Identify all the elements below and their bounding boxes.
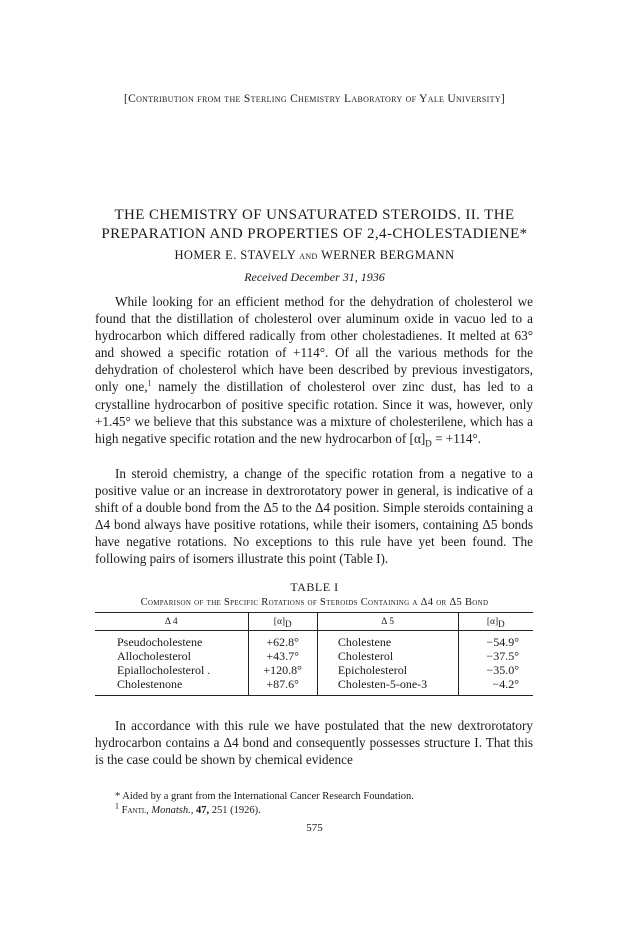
paragraph-1-part-c: = +114°. <box>431 430 482 446</box>
title-line-2: PREPARATION AND PROPERTIES OF 2,4-CHOLESTADIENE* <box>101 226 528 242</box>
cell-delta5-rotation: −4.2° <box>458 677 533 696</box>
header-rotation-5-sub: D <box>498 618 505 629</box>
author-first: HOMER E. STAVELY <box>174 248 296 262</box>
header-rotation-4-label: [α] <box>273 616 286 627</box>
header-rotation-5-label: [α] <box>486 616 499 627</box>
received-date: Received December 31, 1936 <box>244 270 385 284</box>
header-rotation-5 <box>458 613 533 631</box>
paragraph-3: In accordance with this rule we have postulated that the new dextrorotatory hydrocarbon contains a Δ4 bond and consequently possesses structure I. That this is the case could be shown by chemical evidence <box>95 718 533 768</box>
author-second: WERNER BERGMANN <box>321 248 455 262</box>
table-row <box>95 677 533 696</box>
table-label: TABLE I <box>290 580 339 594</box>
footnote-grant: * Aided by a grant from the International Cancer Research Foundation. <box>115 791 414 802</box>
cell-delta4-compound: Cholestenone <box>95 677 248 696</box>
footnote-1-volume: 47, <box>196 805 210 816</box>
header-delta4: Δ 4 <box>95 613 248 631</box>
table-row <box>95 663 533 677</box>
cell-delta5-compound: Cholestene <box>317 631 458 650</box>
table-caption: Comparison of the Specific Rotations of Steroids Containing a Δ4 or Δ5 Bond <box>140 597 489 608</box>
cell-delta4-compound: Epiallocholesterol . <box>95 663 248 677</box>
cell-delta4-compound: Allocholesterol <box>95 649 248 663</box>
table-row <box>95 631 533 650</box>
page-number: 575 <box>306 822 323 834</box>
footnote-1-journal: Monatsh., <box>151 805 194 816</box>
header-rotation-4-sub: D <box>285 618 292 629</box>
paragraph-1-part-b: namely the distillation of cholesterol over zinc dust, has led to a crystalline hydrocarbon of positive specific rotation. Since it was, however, only +1.45° we believe that this substance was a mixture of cholesterilene, which has a high negative specific rotation and the new hydrocarbon of [α] <box>95 379 533 446</box>
cell-delta4-rotation: +62.8° <box>248 631 317 650</box>
subscript-d: D <box>425 438 432 449</box>
cell-delta5-compound: Epicholesterol <box>317 663 458 677</box>
header-delta5: Δ 5 <box>317 613 458 631</box>
footnote-1-pages: 251 (1926). <box>211 805 261 816</box>
cell-delta5-compound: Cholesten-5-one-3 <box>317 677 458 696</box>
institution-header: [Contribution from the Sterling Chemistry Laboratory of Yale University] <box>123 93 506 105</box>
author-line <box>40 248 589 263</box>
title-line-1: THE CHEMISTRY OF UNSATURATED STEROIDS. II. THE <box>114 207 515 223</box>
table-row <box>95 649 533 663</box>
article-title <box>60 206 569 244</box>
footnote-1-number: 1 <box>115 801 119 811</box>
paragraph-1 <box>95 293 533 447</box>
cell-delta4-rotation: +43.7° <box>248 649 317 663</box>
cell-delta5-rotation: −37.5° <box>486 649 519 663</box>
cell-delta5-rotation: −54.9° <box>486 635 519 649</box>
rotation-table <box>95 612 533 696</box>
footnotes <box>115 790 535 818</box>
cell-delta5-compound: Cholesterol <box>317 649 458 663</box>
paragraph-2: In steroid chemistry, a change of the specific rotation from a negative to a positive value or an increase in dextrorotatory power in general, is indicative of a shift of a double bond from the Δ5 to the Δ4 position. Simple steroids containing a Δ4 bond always have positive rotations, while their isomers, containing Δ5 bonds have negative rotations. No exceptions to this rule have yet been found. The following pairs of isomers illustrate this point (Table I). <box>95 466 533 567</box>
cell-delta4-compound: Pseudocholestene <box>95 631 248 650</box>
footnote-ref-1: 1 <box>147 379 152 389</box>
cell-delta4-rotation: +120.8° <box>248 663 317 677</box>
footnote-1-author: Fantl, <box>121 805 149 816</box>
footnote-reference-1 <box>115 801 535 818</box>
author-conjunction: and <box>299 248 318 262</box>
paragraph-1-part-a: While looking for an efficient method for the dehydration of cholesterol we found that the distillation of cholesterol over aluminum oxide in vacuo led to a hydrocarbon which differed radically from other cholestadienes. It melted at 63° and showed a specific rotation of +114°. Of all the various methods for the dehydration of cholesterol which have been described by previous investigators, only one, <box>95 294 533 395</box>
cell-delta5-rotation: −35.0° <box>486 663 519 677</box>
cell-delta4-rotation: +87.6° <box>248 677 317 696</box>
table-header-row <box>95 613 533 631</box>
header-rotation-4 <box>248 613 317 631</box>
